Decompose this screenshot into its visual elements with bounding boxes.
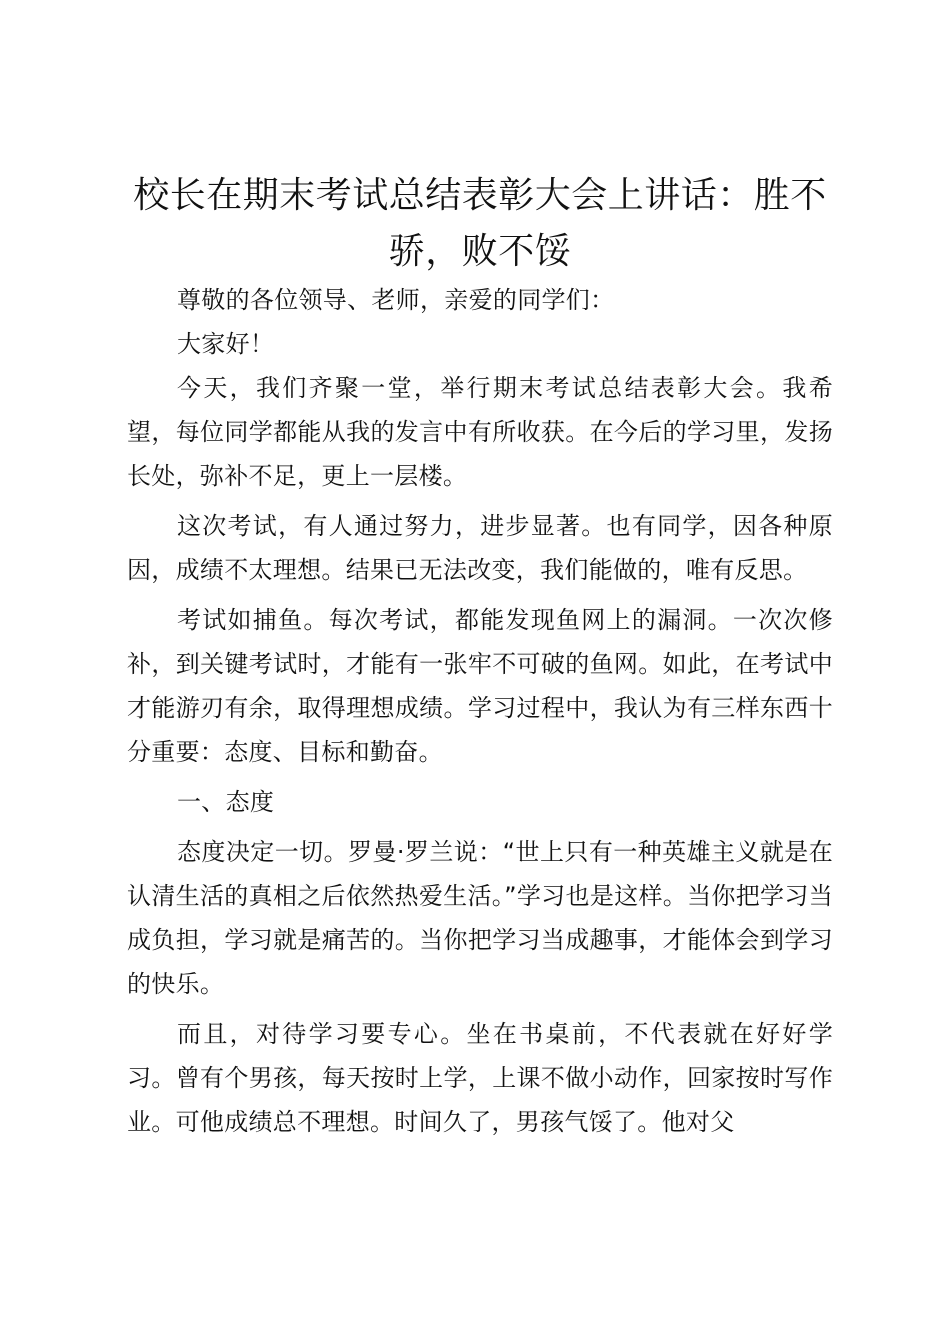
document-body	[127, 278, 833, 1150]
greeting-paragraph: 大家好！	[177, 330, 275, 358]
body-paragraph: 考试如捕鱼。每次考试，都能发现鱼网上的漏洞。一次次修补，到关键考试时，才能有一张牢不可破的鱼网。如此，在考试中才能游刃有余，取得理想成绩。学习过程中，我认为有三样东西十分重要：态度、目标和勤奋。	[127, 606, 833, 766]
body-paragraph: 这次考试，有人通过努力，进步显著。也有同学，因各种原因，成绩不太理想。结果已无法改变，我们能做的，唯有反思。	[127, 512, 833, 584]
body-paragraph: 态度决定一切。罗曼·罗兰说：“世上只有一种英雄主义就是在认清生活的真相之后依然热爱生活。”学习也是这样。当你把学习当成负担，学习就是痛苦的。当你把学习当成趣事，才能体会到学习的快乐。	[127, 838, 833, 998]
salutation-paragraph: 尊敬的各位领导、老师，亲爱的同学们：	[177, 286, 615, 314]
document-title: 校长在期末考试总结表彰大会上讲话：胜不骄，败不馁	[133, 175, 827, 272]
body-paragraph: 今天，我们齐聚一堂，举行期末考试总结表彰大会。我希望，每位同学都能从我的发言中有所收获。在今后的学习里，发扬长处，弥补不足，更上一层楼。	[127, 374, 833, 490]
body-paragraph: 而且，对待学习要专心。坐在书桌前，不代表就在好好学习。曾有个男孩，每天按时上学，上课不做小动作，回家按时写作业。可他成绩总不理想。时间久了，男孩气馁了。他对父	[127, 1020, 833, 1136]
section-heading: 一、态度	[177, 788, 275, 816]
